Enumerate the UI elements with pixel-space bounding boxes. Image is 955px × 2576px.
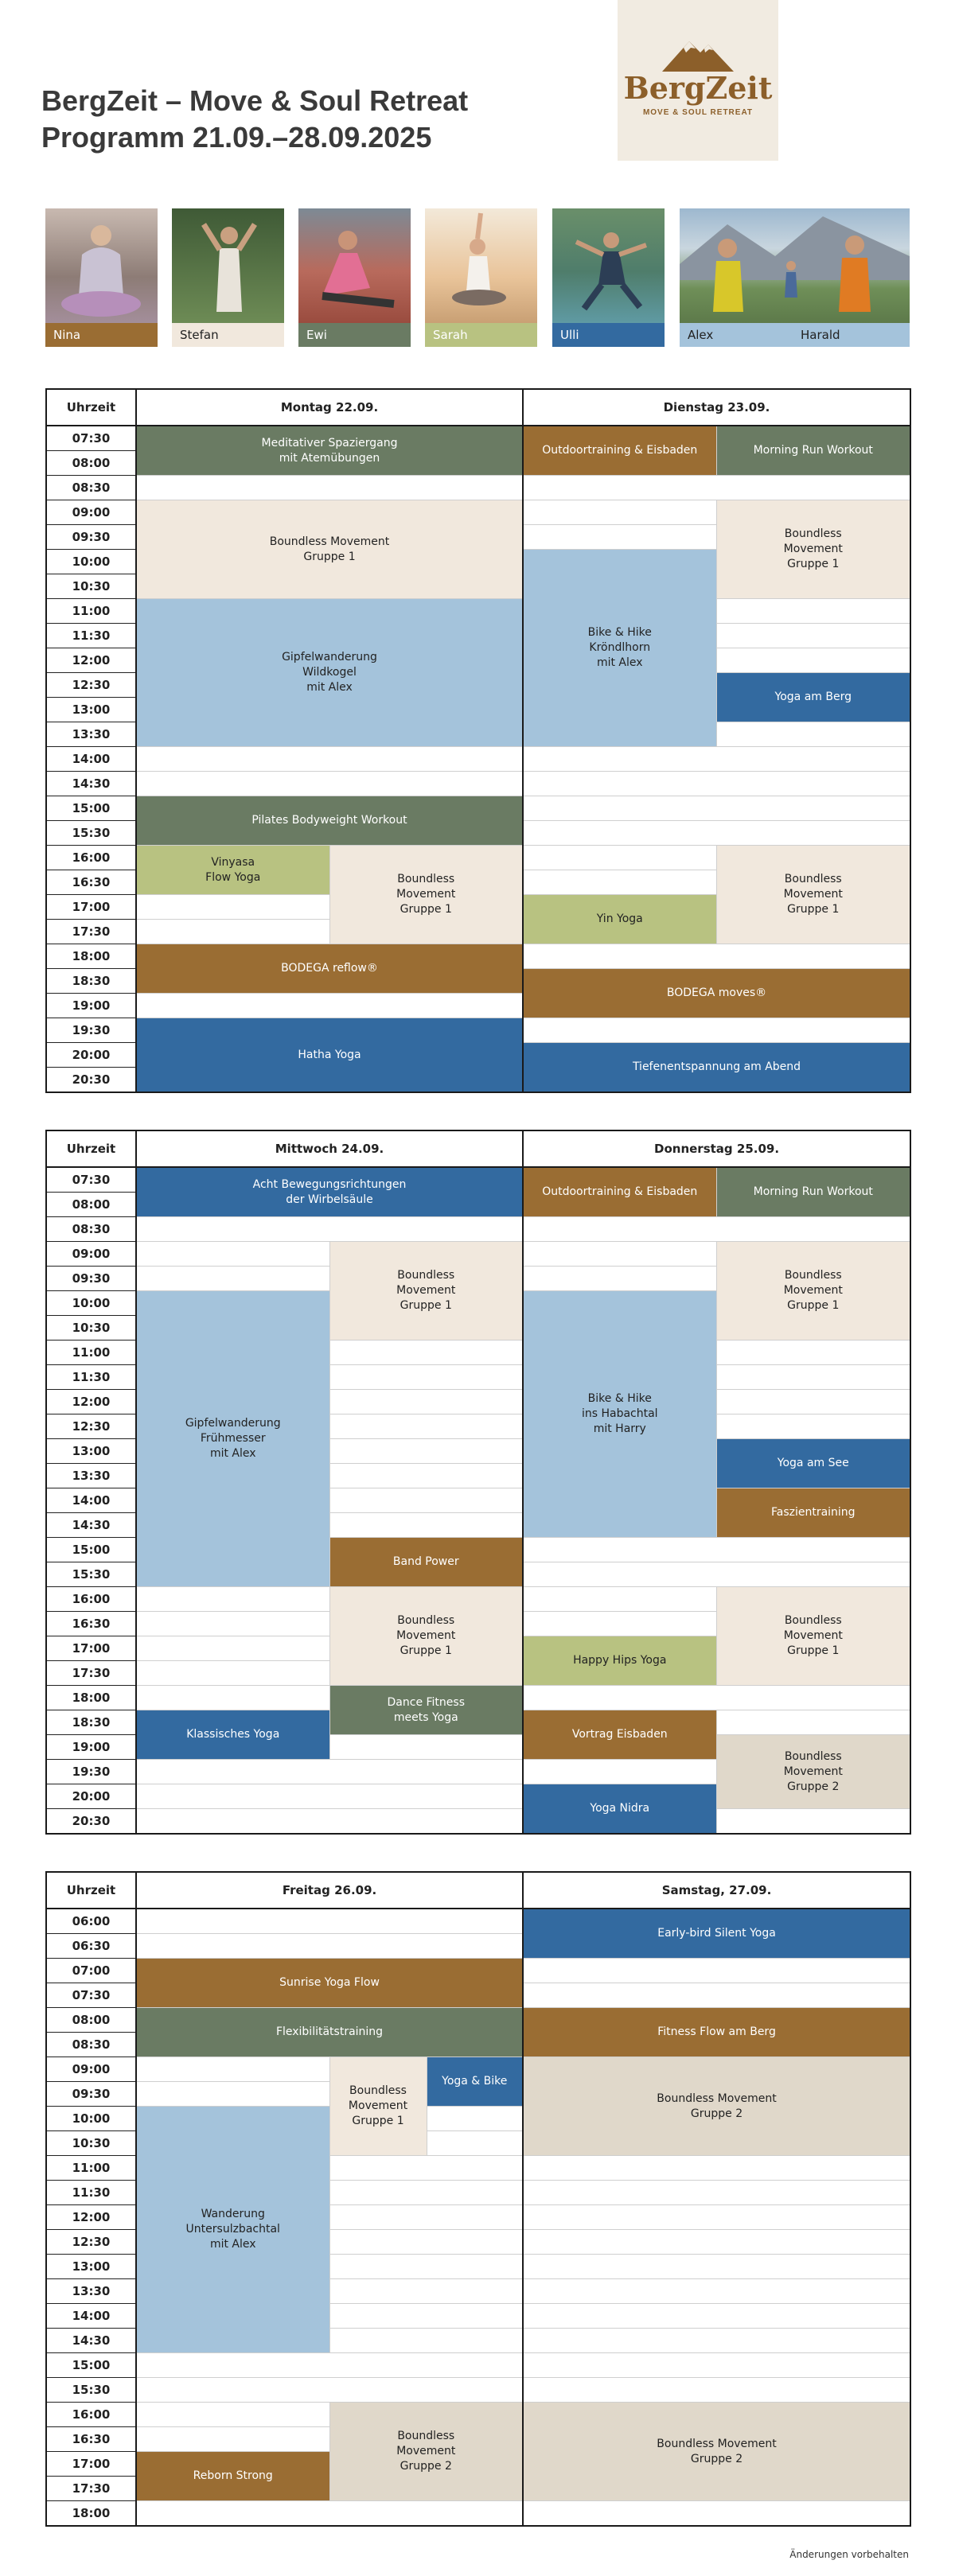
empty-slot bbox=[716, 1341, 910, 1365]
day-header-freitag: Freitag 26.09. bbox=[136, 1872, 523, 1909]
empty-slot bbox=[523, 846, 716, 870]
time-cell: 16:30 bbox=[46, 2427, 136, 2452]
empty-slot bbox=[523, 1562, 910, 1587]
caption-alex: Alex bbox=[688, 328, 714, 342]
title-line-2: Programm 21.09.–28.09.2025 bbox=[41, 121, 432, 154]
time-cell: 17:30 bbox=[46, 2477, 136, 2501]
empty-slot bbox=[136, 1686, 329, 1710]
time-cell: 13:00 bbox=[46, 1439, 136, 1464]
empty-slot bbox=[716, 624, 910, 648]
time-cell: 17:00 bbox=[46, 2452, 136, 2477]
time-cell: 18:30 bbox=[46, 1710, 136, 1735]
photo-image bbox=[425, 208, 537, 323]
empty-slot bbox=[136, 772, 523, 796]
time-cell: 11:00 bbox=[46, 2156, 136, 2181]
time-cell: 18:00 bbox=[46, 2501, 136, 2527]
time-header: Uhrzeit bbox=[46, 1130, 136, 1167]
event-dance-fitness: Dance Fitness meets Yoga bbox=[329, 1686, 523, 1735]
empty-slot bbox=[523, 2501, 910, 2527]
photo-image bbox=[680, 208, 910, 323]
day-header-mittwoch: Mittwoch 24.09. bbox=[136, 1130, 523, 1167]
event-morning-run: Morning Run Workout bbox=[716, 1167, 910, 1217]
time-cell: 20:30 bbox=[46, 1068, 136, 1093]
time-cell: 07:30 bbox=[46, 426, 136, 451]
event-faszientraining: Faszientraining bbox=[716, 1488, 910, 1538]
time-cell: 09:30 bbox=[46, 2082, 136, 2107]
empty-slot bbox=[523, 2304, 910, 2329]
event-boundless-movement-g2: Boundless Movement Gruppe 2 bbox=[716, 1735, 910, 1809]
time-cell: 17:30 bbox=[46, 920, 136, 944]
empty-slot bbox=[136, 2501, 523, 2527]
event-bodega-reflow: BODEGA reflow® bbox=[136, 944, 523, 994]
photo-image bbox=[552, 208, 665, 323]
empty-slot bbox=[427, 2107, 523, 2131]
footnote: Änderungen vorbehalten bbox=[789, 2549, 909, 2560]
time-cell: 08:00 bbox=[46, 2008, 136, 2033]
event-outdoortraining: Outdoortraining & Eisbaden bbox=[523, 426, 716, 476]
time-cell: 11:30 bbox=[46, 624, 136, 648]
empty-slot bbox=[716, 1414, 910, 1439]
time-cell: 14:30 bbox=[46, 772, 136, 796]
time-cell: 09:00 bbox=[46, 2057, 136, 2082]
time-cell: 20:30 bbox=[46, 1809, 136, 1835]
empty-slot bbox=[136, 2378, 523, 2403]
empty-slot bbox=[329, 2329, 523, 2353]
time-cell: 16:00 bbox=[46, 2403, 136, 2427]
event-boundless-movement: Boundless Movement Gruppe 1 bbox=[716, 1242, 910, 1341]
empty-slot bbox=[136, 1784, 523, 1809]
time-cell: 08:00 bbox=[46, 1193, 136, 1217]
empty-slot bbox=[716, 722, 910, 747]
time-cell: 11:00 bbox=[46, 599, 136, 624]
time-cell: 10:30 bbox=[46, 2131, 136, 2156]
empty-slot bbox=[523, 500, 716, 525]
empty-slot bbox=[136, 1636, 329, 1661]
time-cell: 13:30 bbox=[46, 2279, 136, 2304]
event-happy-hips-yoga: Happy Hips Yoga bbox=[523, 1636, 716, 1686]
time-cell: 14:00 bbox=[46, 747, 136, 772]
photo-caption: Nina bbox=[45, 323, 158, 347]
empty-slot bbox=[716, 599, 910, 624]
time-cell: 15:00 bbox=[46, 2353, 136, 2378]
time-cell: 14:00 bbox=[46, 2304, 136, 2329]
time-cell: 16:30 bbox=[46, 1612, 136, 1636]
bergzeit-logo bbox=[618, 0, 778, 161]
day-header-montag: Montag 22.09. bbox=[136, 389, 523, 426]
time-cell: 10:30 bbox=[46, 1316, 136, 1341]
empty-slot bbox=[523, 2329, 910, 2353]
time-cell: 15:30 bbox=[46, 821, 136, 846]
empty-slot bbox=[136, 1587, 329, 1612]
time-cell: 18:00 bbox=[46, 1686, 136, 1710]
empty-slot bbox=[136, 1267, 329, 1291]
time-cell: 15:00 bbox=[46, 796, 136, 821]
empty-slot bbox=[523, 1018, 910, 1043]
event-early-bird-silent-yoga: Early-bird Silent Yoga bbox=[523, 1909, 910, 1959]
event-flexibilitaetstraining: Flexibilitätstraining bbox=[136, 2008, 523, 2057]
time-cell: 06:00 bbox=[46, 1909, 136, 1934]
empty-slot bbox=[136, 1612, 329, 1636]
event-vinyasa-flow-yoga: Vinyasa Flow Yoga bbox=[136, 846, 329, 895]
time-header: Uhrzeit bbox=[46, 1872, 136, 1909]
event-yin-yoga: Yin Yoga bbox=[523, 895, 716, 944]
empty-slot bbox=[523, 1587, 716, 1612]
time-cell: 14:30 bbox=[46, 2329, 136, 2353]
empty-slot bbox=[523, 1959, 910, 1983]
empty-slot bbox=[523, 821, 910, 846]
time-cell: 17:00 bbox=[46, 895, 136, 920]
empty-slot bbox=[329, 1390, 523, 1414]
empty-slot bbox=[136, 2427, 329, 2452]
time-cell: 09:30 bbox=[46, 525, 136, 550]
photo-image bbox=[298, 208, 411, 323]
event-klassisches-yoga: Klassisches Yoga bbox=[136, 1710, 329, 1760]
team-photo-stefan bbox=[172, 208, 284, 347]
empty-slot bbox=[427, 2131, 523, 2156]
team-photo-ulli bbox=[552, 208, 665, 347]
photo-caption: Ulli bbox=[552, 323, 665, 347]
time-cell: 12:30 bbox=[46, 2230, 136, 2255]
empty-slot bbox=[523, 1760, 716, 1784]
time-cell: 16:00 bbox=[46, 1587, 136, 1612]
event-boundless-movement: Boundless Movement Gruppe 1 bbox=[136, 500, 523, 599]
empty-slot bbox=[716, 1710, 910, 1735]
time-cell: 10:00 bbox=[46, 2107, 136, 2131]
logo-brand: BergZeit bbox=[623, 70, 773, 106]
event-gipfelwanderung: Gipfelwanderung Wildkogel mit Alex bbox=[136, 599, 523, 747]
empty-slot bbox=[136, 476, 523, 500]
empty-slot bbox=[329, 2205, 523, 2230]
event-sunrise-yoga-flow: Sunrise Yoga Flow bbox=[136, 1959, 523, 2008]
time-cell: 18:00 bbox=[46, 944, 136, 969]
empty-slot bbox=[523, 1686, 910, 1710]
empty-slot bbox=[136, 2353, 523, 2378]
time-cell: 18:30 bbox=[46, 969, 136, 994]
time-cell: 08:00 bbox=[46, 451, 136, 476]
empty-slot bbox=[523, 2255, 910, 2279]
time-cell: 19:00 bbox=[46, 994, 136, 1018]
time-cell: 16:30 bbox=[46, 870, 136, 895]
event-boundless-movement: Boundless Movement Gruppe 1 bbox=[329, 1242, 523, 1341]
event-boundless-movement-g2: Boundless Movement Gruppe 2 bbox=[523, 2057, 910, 2156]
team-photo-alex-harald bbox=[680, 208, 910, 347]
empty-slot bbox=[329, 2181, 523, 2205]
time-header: Uhrzeit bbox=[46, 389, 136, 426]
time-cell: 15:00 bbox=[46, 1538, 136, 1562]
time-cell: 15:30 bbox=[46, 2378, 136, 2403]
event-reborn-strong: Reborn Strong bbox=[136, 2452, 329, 2501]
empty-slot bbox=[329, 1513, 523, 1538]
event-gipfelwanderung: Gipfelwanderung Frühmesser mit Alex bbox=[136, 1291, 329, 1587]
time-cell: 07:30 bbox=[46, 1167, 136, 1193]
empty-slot bbox=[136, 895, 329, 920]
time-cell: 17:30 bbox=[46, 1661, 136, 1686]
event-bike-hike: Bike & Hike Kröndlhorn mit Alex bbox=[523, 550, 716, 747]
event-boundless-movement: Boundless Movement Gruppe 1 bbox=[716, 1587, 910, 1686]
time-cell: 09:30 bbox=[46, 1267, 136, 1291]
time-cell: 12:30 bbox=[46, 1414, 136, 1439]
empty-slot bbox=[523, 1538, 910, 1562]
time-cell: 20:00 bbox=[46, 1784, 136, 1809]
time-cell: 06:30 bbox=[46, 1934, 136, 1959]
page-title bbox=[41, 83, 468, 156]
empty-slot bbox=[523, 2378, 910, 2403]
time-cell: 17:00 bbox=[46, 1636, 136, 1661]
empty-slot bbox=[136, 994, 523, 1018]
time-cell: 16:00 bbox=[46, 846, 136, 870]
event-meditativer-spaziergang: Meditativer Spaziergang mit Atemübungen bbox=[136, 426, 523, 476]
event-yoga-am-see: Yoga am See bbox=[716, 1439, 910, 1488]
time-cell: 11:00 bbox=[46, 1341, 136, 1365]
empty-slot bbox=[329, 2255, 523, 2279]
time-cell: 13:00 bbox=[46, 2255, 136, 2279]
empty-slot bbox=[136, 2082, 329, 2107]
empty-slot bbox=[329, 1365, 523, 1390]
empty-slot bbox=[523, 476, 910, 500]
empty-slot bbox=[136, 2403, 329, 2427]
empty-slot bbox=[136, 1934, 523, 1959]
empty-slot bbox=[136, 1661, 329, 1686]
photo-caption: Sarah bbox=[425, 323, 537, 347]
empty-slot bbox=[523, 2205, 910, 2230]
day-header-donnerstag: Donnerstag 25.09. bbox=[523, 1130, 910, 1167]
empty-slot bbox=[523, 1267, 716, 1291]
photo-image bbox=[45, 208, 158, 323]
empty-slot bbox=[523, 525, 716, 550]
empty-slot bbox=[523, 747, 910, 772]
empty-slot bbox=[523, 1242, 716, 1267]
time-cell: 13:30 bbox=[46, 1464, 136, 1488]
time-cell: 11:30 bbox=[46, 2181, 136, 2205]
time-cell: 07:00 bbox=[46, 1959, 136, 1983]
event-outdoortraining: Outdoortraining & Eisbaden bbox=[523, 1167, 716, 1217]
empty-slot bbox=[523, 796, 910, 821]
logo-tagline: MOVE & SOUL RETREAT bbox=[642, 108, 754, 117]
empty-slot bbox=[329, 2156, 523, 2181]
empty-slot bbox=[523, 2181, 910, 2205]
time-cell: 12:00 bbox=[46, 2205, 136, 2230]
empty-slot bbox=[523, 870, 716, 895]
empty-slot bbox=[523, 1217, 910, 1242]
day-header-samstag: Samstag, 27.09. bbox=[523, 1872, 910, 1909]
empty-slot bbox=[136, 1217, 523, 1242]
empty-slot bbox=[523, 2279, 910, 2304]
team-photo-ewi bbox=[298, 208, 411, 347]
event-boundless-movement-g2: Boundless Movement Gruppe 2 bbox=[329, 2403, 523, 2501]
empty-slot bbox=[523, 2353, 910, 2378]
day-header-dienstag: Dienstag 23.09. bbox=[523, 389, 910, 426]
time-cell: 20:00 bbox=[46, 1043, 136, 1068]
event-tiefenentspannung: Tiefenentspannung am Abend bbox=[523, 1043, 910, 1093]
event-morning-run: Morning Run Workout bbox=[716, 426, 910, 476]
time-cell: 09:00 bbox=[46, 1242, 136, 1267]
empty-slot bbox=[329, 2304, 523, 2329]
empty-slot bbox=[716, 648, 910, 673]
schedule-mon-tue bbox=[45, 388, 911, 1093]
empty-slot bbox=[136, 1909, 523, 1934]
time-cell: 08:30 bbox=[46, 2033, 136, 2057]
time-cell: 19:30 bbox=[46, 1760, 136, 1784]
time-cell: 10:00 bbox=[46, 550, 136, 574]
time-cell: 14:30 bbox=[46, 1513, 136, 1538]
event-pilates: Pilates Bodyweight Workout bbox=[136, 796, 523, 846]
empty-slot bbox=[716, 1390, 910, 1414]
empty-slot bbox=[329, 1735, 523, 1760]
event-boundless-movement: Boundless Movement Gruppe 1 bbox=[716, 500, 910, 599]
event-boundless-movement: Boundless Movement Gruppe 1 bbox=[329, 1587, 523, 1686]
time-cell: 08:30 bbox=[46, 476, 136, 500]
time-cell: 07:30 bbox=[46, 1983, 136, 2008]
time-cell: 11:30 bbox=[46, 1365, 136, 1390]
event-wanderung-untersulzbachtal: Wanderung Untersulzbachtal mit Alex bbox=[136, 2107, 329, 2353]
empty-slot bbox=[329, 1439, 523, 1464]
empty-slot bbox=[716, 1809, 910, 1835]
event-boundless-movement: Boundless Movement Gruppe 1 bbox=[329, 846, 523, 944]
time-cell: 09:00 bbox=[46, 500, 136, 525]
time-cell: 10:00 bbox=[46, 1291, 136, 1316]
empty-slot bbox=[329, 1464, 523, 1488]
time-cell: 19:00 bbox=[46, 1735, 136, 1760]
empty-slot bbox=[136, 1760, 523, 1784]
time-cell: 19:30 bbox=[46, 1018, 136, 1043]
photo-caption: Ewi bbox=[298, 323, 411, 347]
event-boundless-movement: Boundless Movement Gruppe 1 bbox=[329, 2057, 427, 2156]
empty-slot bbox=[523, 1612, 716, 1636]
empty-slot bbox=[329, 2279, 523, 2304]
caption-harald: Harald bbox=[801, 328, 840, 342]
empty-slot bbox=[523, 1983, 910, 2008]
empty-slot bbox=[523, 944, 910, 969]
empty-slot bbox=[329, 1414, 523, 1439]
event-yoga-nidra: Yoga Nidra bbox=[523, 1784, 716, 1835]
time-cell: 12:00 bbox=[46, 1390, 136, 1414]
photo-caption bbox=[680, 323, 910, 347]
empty-slot bbox=[523, 2156, 910, 2181]
event-bodega-moves: BODEGA moves® bbox=[523, 969, 910, 1018]
event-hatha-yoga: Hatha Yoga bbox=[136, 1018, 523, 1093]
empty-slot bbox=[136, 1242, 329, 1267]
event-yoga-bike: Yoga & Bike bbox=[427, 2057, 523, 2107]
empty-slot bbox=[136, 747, 523, 772]
event-boundless-movement-g2: Boundless Movement Gruppe 2 bbox=[523, 2403, 910, 2501]
event-boundless-movement: Boundless Movement Gruppe 1 bbox=[716, 846, 910, 944]
event-acht-bewegungsrichtungen: Acht Bewegungsrichtungen der Wirbelsäule bbox=[136, 1167, 523, 1217]
time-cell: 08:30 bbox=[46, 1217, 136, 1242]
time-cell: 13:30 bbox=[46, 722, 136, 747]
mountain-icon bbox=[657, 37, 739, 72]
schedule-fri-sat bbox=[45, 1871, 911, 2527]
photo-image bbox=[172, 208, 284, 323]
photo-caption: Stefan bbox=[172, 323, 284, 347]
time-cell: 10:30 bbox=[46, 574, 136, 599]
time-cell: 13:00 bbox=[46, 698, 136, 722]
event-vortrag-eisbaden: Vortrag Eisbaden bbox=[523, 1710, 716, 1760]
team-photo-sarah bbox=[425, 208, 537, 347]
event-fitness-flow-am-berg: Fitness Flow am Berg bbox=[523, 2008, 910, 2057]
empty-slot bbox=[329, 2230, 523, 2255]
team-photo-nina bbox=[45, 208, 158, 347]
event-yoga-am-berg: Yoga am Berg bbox=[716, 673, 910, 722]
schedule-wed-thu bbox=[45, 1130, 911, 1835]
empty-slot bbox=[523, 2230, 910, 2255]
empty-slot bbox=[329, 1488, 523, 1513]
empty-slot bbox=[716, 1365, 910, 1390]
time-cell: 12:30 bbox=[46, 673, 136, 698]
empty-slot bbox=[136, 920, 329, 944]
time-cell: 14:00 bbox=[46, 1488, 136, 1513]
event-band-power: Band Power bbox=[329, 1538, 523, 1587]
event-bike-hike: Bike & Hike ins Habachtal mit Harry bbox=[523, 1291, 716, 1538]
empty-slot bbox=[329, 1341, 523, 1365]
title-line-1: BergZeit – Move & Soul Retreat bbox=[41, 84, 469, 117]
empty-slot bbox=[136, 1809, 523, 1835]
empty-slot bbox=[136, 2057, 329, 2082]
time-cell: 12:00 bbox=[46, 648, 136, 673]
time-cell: 15:30 bbox=[46, 1562, 136, 1587]
empty-slot bbox=[523, 772, 910, 796]
